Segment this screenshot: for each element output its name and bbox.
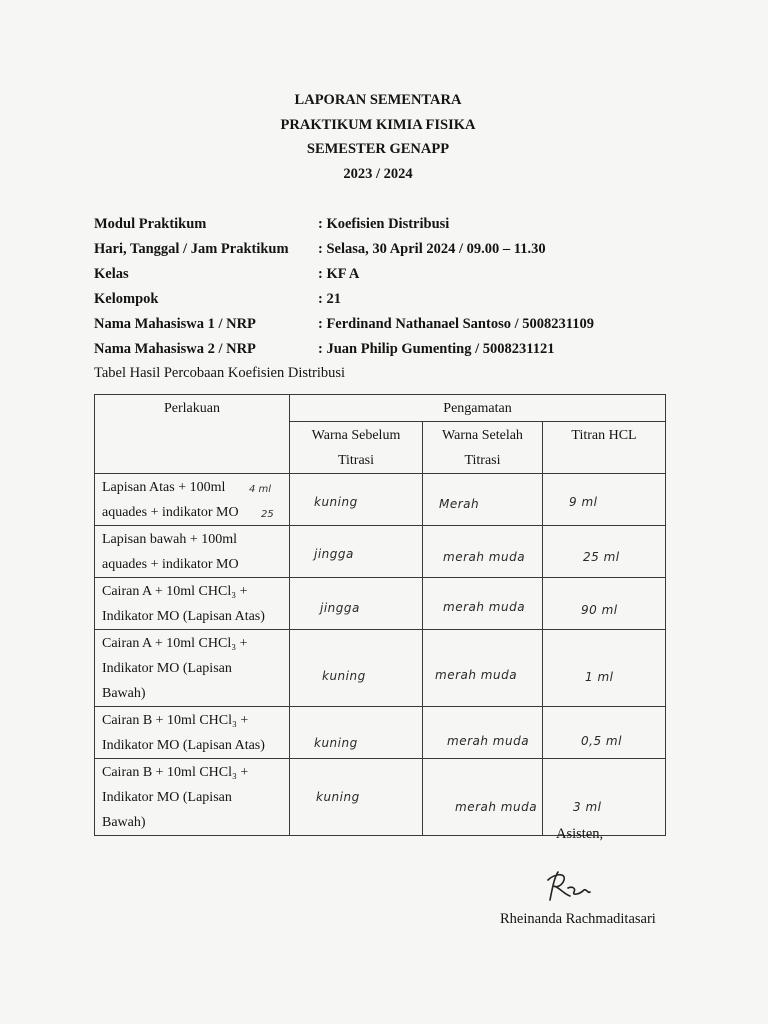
header-warna-setelah-line2: Titrasi — [464, 453, 501, 468]
info-value: : Koefisien Distribusi — [318, 216, 450, 232]
info-block — [94, 212, 594, 362]
cell-titran — [543, 707, 666, 759]
table-row — [95, 707, 666, 759]
perlakuan-line: Indikator MO (Lapisan — [102, 790, 232, 805]
perlakuan-line: aquades + indikator MO — [102, 505, 239, 520]
handwritten-value: merah muda — [443, 600, 526, 614]
cell-titran — [543, 578, 666, 630]
info-label: Modul Praktikum — [94, 216, 207, 232]
handwritten-value: 25 ml — [583, 550, 620, 564]
info-label: Hari, Tanggal / Jam Praktikum — [94, 241, 289, 257]
table-row — [95, 474, 666, 526]
info-row-kelas — [94, 262, 594, 287]
cell-warna-sebelum — [290, 630, 423, 707]
report-title — [0, 88, 756, 186]
cell-perlakuan — [95, 759, 290, 836]
cell-warna-setelah — [423, 759, 543, 836]
perlakuan-line: Cairan A + 10ml CHCl₃ + — [102, 636, 248, 651]
header-warna-sebelum — [290, 422, 423, 474]
handwritten-note: 25 — [261, 509, 274, 520]
cell-warna-setelah — [423, 707, 543, 759]
header-titran-hcl — [543, 422, 666, 474]
title-line-2: PRAKTIKUM KIMIA FISIKA — [280, 116, 476, 133]
info-label: Kelas — [94, 266, 129, 282]
handwritten-value: merah muda — [447, 734, 530, 748]
info-value: : Ferdinand Nathanael Santoso / 5008231109 — [318, 316, 594, 332]
header-perlakuan — [95, 395, 290, 474]
cell-perlakuan — [95, 526, 290, 578]
cell-warna-sebelum — [290, 474, 423, 526]
perlakuan-line: Bawah) — [102, 686, 146, 701]
cell-warna-sebelum — [290, 526, 423, 578]
cell-warna-sebelum — [290, 759, 423, 836]
info-value: : Juan Philip Gumenting / 5008231121 — [318, 341, 555, 357]
perlakuan-line: Indikator MO (Lapisan Atas) — [102, 738, 265, 753]
handwritten-value: merah muda — [443, 550, 526, 564]
info-value: : KF A — [318, 266, 360, 282]
perlakuan-line: Indikator MO (Lapisan Atas) — [102, 609, 265, 624]
perlakuan-line: Indikator MO (Lapisan — [102, 661, 232, 676]
cell-warna-sebelum — [290, 707, 423, 759]
cell-titran — [543, 474, 666, 526]
header-pengamatan-label: Pengamatan — [443, 401, 512, 416]
header-warna-setelah — [423, 422, 543, 474]
handwritten-value: 0,5 ml — [581, 734, 622, 748]
cell-perlakuan — [95, 630, 290, 707]
table-row — [95, 526, 666, 578]
perlakuan-line: Lapisan Atas + 100ml — [102, 480, 226, 495]
title-line-4: 2023 / 2024 — [343, 165, 413, 182]
perlakuan-line: aquades + indikator MO — [102, 557, 239, 572]
info-label: Nama Mahasiswa 1 / NRP — [94, 316, 256, 332]
info-row-mahasiswa-2 — [94, 337, 594, 362]
title-line-1: LAPORAN SEMENTARA — [294, 92, 462, 108]
perlakuan-line: Cairan B + 10ml CHCl₃ + — [102, 765, 249, 780]
handwritten-value: Merah — [439, 497, 480, 511]
handwritten-value: kuning — [316, 790, 360, 804]
table-header-row — [95, 395, 666, 422]
cell-warna-setelah — [423, 578, 543, 630]
cell-perlakuan — [95, 707, 290, 759]
handwritten-value: jingga — [320, 601, 360, 615]
cell-warna-sebelum — [290, 578, 423, 630]
cell-warna-setelah — [423, 474, 543, 526]
info-label: Nama Mahasiswa 2 / NRP — [94, 341, 256, 357]
handwritten-value: 9 ml — [569, 495, 598, 509]
perlakuan-line: Lapisan bawah + 100ml — [102, 532, 238, 547]
handwritten-note: 4 ml — [249, 484, 272, 495]
title-line-3: SEMESTER GENAPP — [306, 141, 450, 157]
asisten-name: Rheinanda Rachmaditasari — [500, 911, 656, 927]
header-pengamatan — [290, 395, 666, 422]
perlakuan-line: Cairan B + 10ml CHCl₃ + — [102, 713, 249, 728]
handwritten-value: 1 ml — [585, 670, 614, 684]
results-table — [94, 394, 666, 836]
handwritten-value: kuning — [314, 495, 358, 509]
header-warna-setelah-line1: Warna Setelah — [442, 428, 523, 443]
table-caption: Tabel Hasil Percobaan Koefisien Distribusi — [94, 365, 346, 381]
info-value: : Selasa, 30 April 2024 / 09.00 – 11.30 — [318, 241, 546, 257]
header-titran-hcl-label: Titran HCL — [571, 428, 637, 443]
cell-titran — [543, 526, 666, 578]
handwritten-value: merah muda — [455, 800, 538, 814]
info-value: : 21 — [318, 291, 341, 307]
header-warna-sebelum-line2: Titrasi — [337, 453, 375, 468]
perlakuan-line: Bawah) — [102, 815, 146, 830]
handwritten-value: jingga — [314, 547, 354, 561]
info-row-mahasiswa-1 — [94, 312, 594, 337]
header-perlakuan-label: Perlakuan — [164, 401, 220, 416]
cell-warna-setelah — [423, 630, 543, 707]
handwritten-value: kuning — [322, 669, 366, 683]
signature-icon — [540, 866, 600, 911]
cell-perlakuan — [95, 578, 290, 630]
perlakuan-line: Cairan A + 10ml CHCl₃ + — [102, 584, 248, 599]
table-row — [95, 759, 666, 836]
info-row-kelompok — [94, 287, 594, 312]
cell-titran — [543, 630, 666, 707]
cell-perlakuan — [95, 474, 290, 526]
table-row — [95, 630, 666, 707]
info-label: Kelompok — [94, 291, 159, 307]
handwritten-value: merah muda — [435, 668, 518, 682]
handwritten-value: 3 ml — [573, 800, 602, 814]
info-row-modul — [94, 212, 594, 237]
table-row — [95, 578, 666, 630]
handwritten-value: 90 ml — [581, 603, 618, 617]
header-warna-sebelum-line1: Warna Sebelum — [311, 428, 401, 443]
asisten-label: Asisten, — [556, 826, 604, 842]
cell-warna-setelah — [423, 526, 543, 578]
cell-titran — [543, 759, 666, 836]
handwritten-value: kuning — [314, 736, 358, 750]
info-row-tanggal — [94, 237, 594, 262]
